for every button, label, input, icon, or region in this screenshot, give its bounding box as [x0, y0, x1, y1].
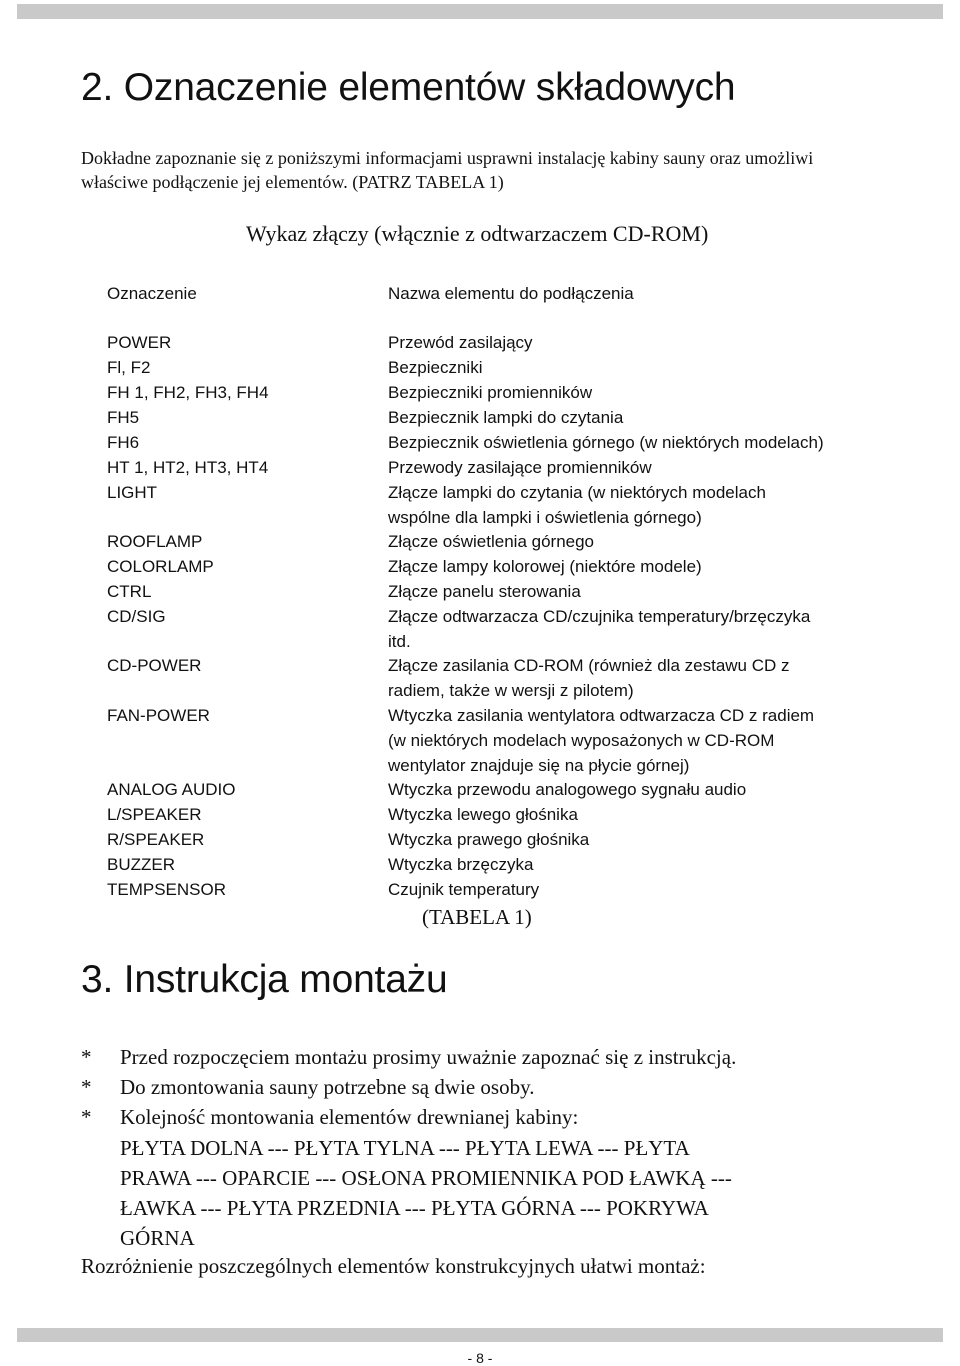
closing-paragraph: Rozróżnienie poszczególnych elementów konstrukcyjnych ułatwi montaż: — [81, 1254, 706, 1278]
name-cell: wentylator znajduje się na płycie górnej) — [388, 756, 690, 775]
name-cell: Bezpiecznik lampki do czytania — [388, 408, 624, 427]
code-cell: FH6 — [107, 433, 140, 452]
name-cell: Wtyczka przewodu analogowego sygnału audio — [388, 780, 747, 799]
name-cell: Wtyczka prawego głośnika — [388, 830, 590, 849]
code-cell: FH 1, FH2, FH3, FH4 — [107, 383, 269, 402]
name-cell: (w niektórych modelach wyposażonych w CD-ROM — [388, 731, 775, 750]
name-cell: Złącze lampki do czytania (w niektórych modelach — [388, 483, 766, 502]
sequence-line: PRAWA --- OPARCIE --- OSŁONA PROMIENNIKA POD ŁAWKĄ --- — [120, 1166, 732, 1190]
name-cell: Złącze oświetlenia górnego — [388, 532, 595, 551]
code-cell: ANALOG AUDIO — [107, 780, 236, 799]
name-cell: Bezpiecznik oświetlenia górnego (w niektórych modelach) — [388, 433, 824, 452]
footer-bar — [17, 1328, 943, 1342]
bullet-marker: * — [81, 1045, 92, 1069]
code-cell: BUZZER — [107, 855, 175, 874]
section-2-title: 2. Oznaczenie elementów składowych — [81, 66, 736, 109]
sequence-line: PŁYTA DOLNA --- PŁYTA TYLNA --- PŁYTA LEWA --- PŁYTA — [120, 1136, 690, 1160]
name-cell: Przewód zasilający — [388, 333, 533, 352]
code-cell: ROOFLAMP — [107, 532, 203, 551]
code-cell: CD-POWER — [107, 656, 202, 675]
code-cell: CD/SIG — [107, 607, 166, 626]
code-cell: POWER — [107, 333, 172, 352]
name-cell: Przewody zasilające promienników — [388, 458, 652, 477]
name-cell: itd. — [388, 632, 411, 651]
name-cell: wspólne dla lampki i oświetlenia górnego) — [388, 508, 702, 527]
code-cell: LIGHT — [107, 483, 158, 502]
code-cell: FAN-POWER — [107, 706, 210, 725]
name-cell: Czujnik temperatury — [388, 880, 540, 899]
header-bar — [17, 4, 943, 19]
sequence-line: ŁAWKA --- PŁYTA PRZEDNIA --- PŁYTA GÓRNA --- POKRYWA — [120, 1196, 709, 1220]
section-3-title: 3. Instrukcja montażu — [81, 958, 448, 1001]
code-cell: HT 1, HT2, HT3, HT4 — [107, 458, 269, 477]
column-header-code: Oznaczenie — [107, 284, 197, 303]
bullet-marker: * — [81, 1105, 92, 1129]
name-cell: Złącze zasilania CD-ROM (również dla zestawu CD z — [388, 656, 790, 675]
code-cell: CTRL — [107, 582, 152, 601]
name-cell: Złącze lampy kolorowej (niektóre modele) — [388, 557, 702, 576]
name-cell: Wtyczka lewego głośnika — [388, 805, 578, 824]
code-cell: COLORLAMP — [107, 557, 214, 576]
table-caption: Wykaz złączy (włącznie z odtwarzaczem CD-ROM) — [246, 221, 709, 246]
code-cell: FH5 — [107, 408, 140, 427]
sequence-line: GÓRNA — [120, 1226, 195, 1250]
bullet-item: Kolejność montowania elementów drewnianej kabiny: — [120, 1105, 579, 1129]
page-number: - 8 - — [467, 1350, 493, 1366]
code-cell: Fl, F2 — [107, 358, 151, 377]
code-cell: TEMPSENSOR — [107, 880, 227, 899]
column-header-name: Nazwa elementu do podłączenia — [388, 284, 634, 303]
intro-paragraph: Dokładne zapoznanie się z poniższymi informacjami usprawni instalację kabiny sauny oraz umożliwi właściwe podłączenie jej elementów. (PATRZ TABELA 1) — [81, 148, 814, 192]
name-cell: Wtyczka brzęczyka — [388, 855, 534, 874]
bullet-item: Do zmontowania sauny potrzebne są dwie osoby. — [120, 1075, 535, 1099]
name-cell: Złącze panelu sterowania — [388, 582, 581, 601]
name-cell: Bezpieczniki — [388, 358, 483, 377]
name-cell: Wtyczka zasilania wentylatora odtwarzacza CD z radiem — [388, 706, 815, 725]
name-cell: Złącze odtwarzacza CD/czujnika temperatury/brzęczyka — [388, 607, 811, 626]
bullet-marker: * — [81, 1075, 92, 1099]
name-cell: radiem, także w wersji z pilotem) — [388, 681, 634, 700]
code-cell: L/SPEAKER — [107, 805, 202, 824]
name-cell: Bezpieczniki promienników — [388, 383, 593, 402]
table-reference: (TABELA 1) — [422, 905, 532, 929]
bullet-item: Przed rozpoczęciem montażu prosimy uważnie zapoznać się z instrukcją. — [120, 1045, 737, 1069]
code-cell: R/SPEAKER — [107, 830, 205, 849]
